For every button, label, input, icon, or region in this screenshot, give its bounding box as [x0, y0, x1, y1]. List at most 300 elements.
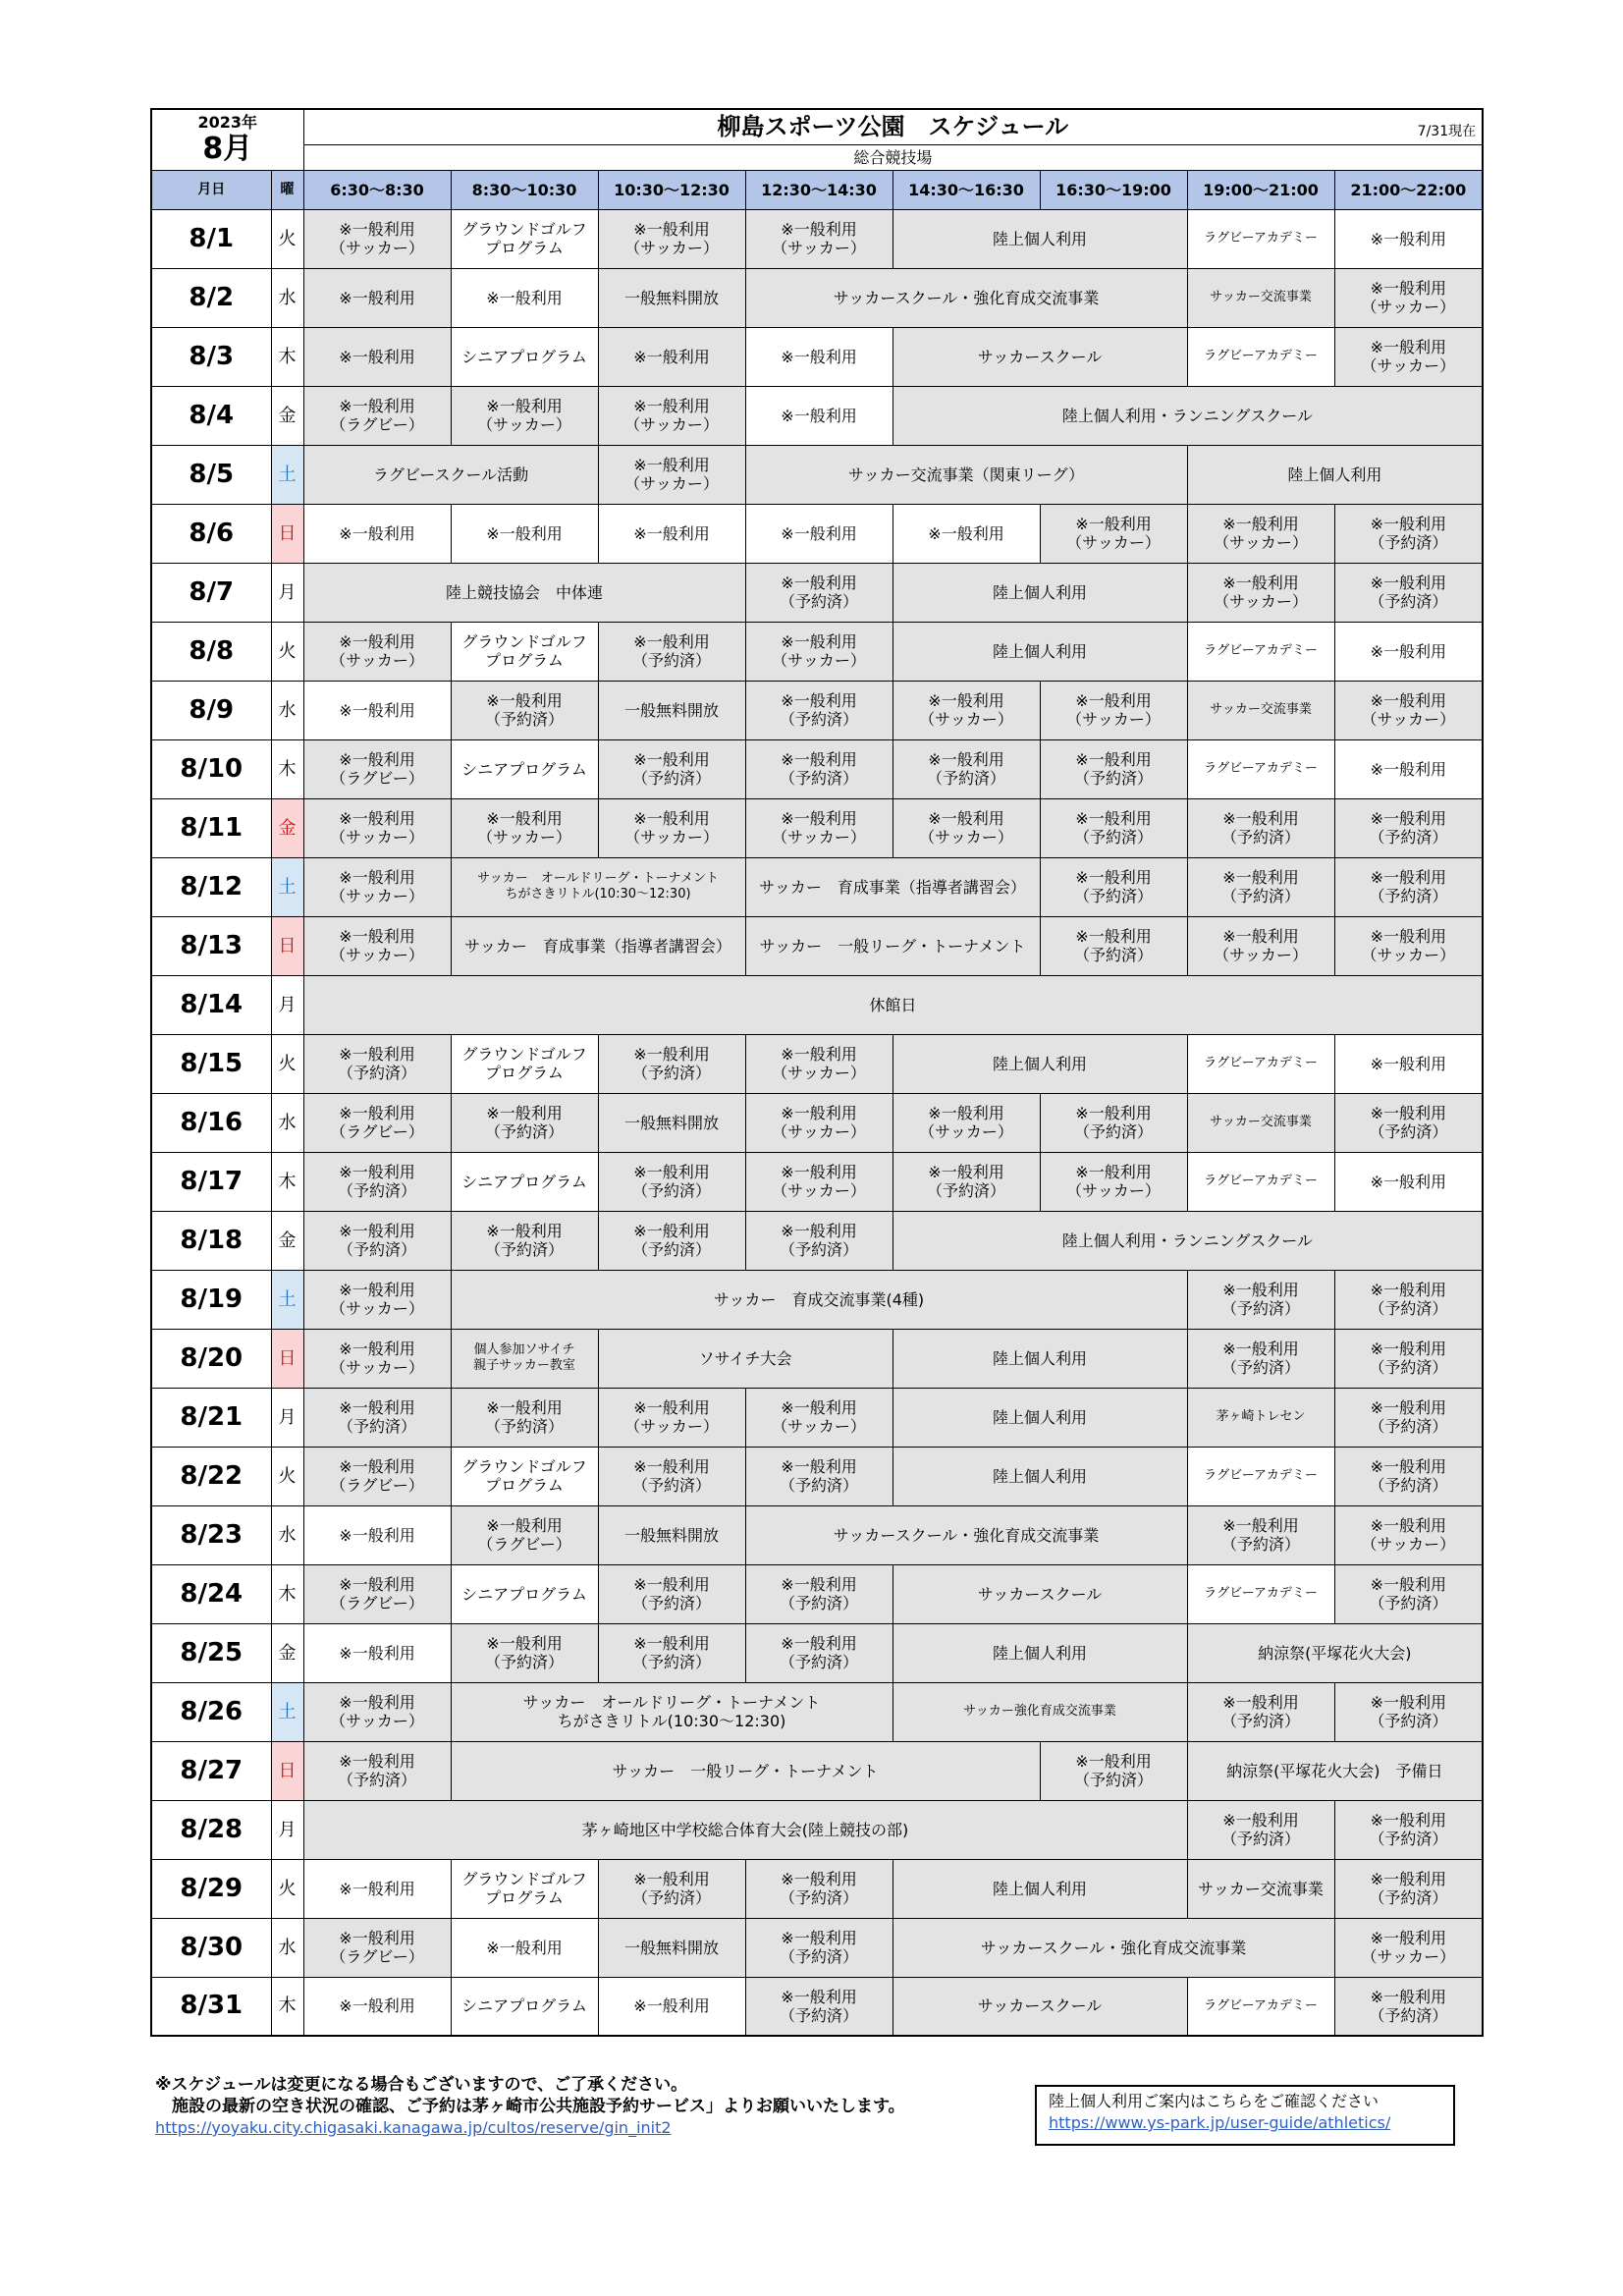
schedule-cell: サッカー交流事業（関東リーグ）: [745, 445, 1187, 504]
day-of-week-cell: 水: [271, 1093, 303, 1152]
schedule-cell: ※一般利用 （予約済）: [1334, 1329, 1483, 1388]
schedule-cell: ※一般利用 （予約済）: [598, 1211, 745, 1270]
schedule-cell: ※一般利用 （サッカー）: [893, 681, 1040, 739]
schedule-cell: ※一般利用 （予約済）: [598, 622, 745, 681]
schedule-cell: ※一般利用: [598, 504, 745, 563]
col-header-time-slot: 12:30〜14:30: [745, 170, 893, 209]
schedule-cell: ※一般利用 （予約済）: [745, 1977, 893, 2036]
schedule-cell: ※一般利用 （予約済）: [893, 1152, 1040, 1211]
table-row: [151, 1034, 1483, 1093]
schedule-cell: ※一般利用: [1334, 1034, 1483, 1093]
schedule-cell: 一般無料開放: [598, 1093, 745, 1152]
schedule-cell: ※一般利用: [303, 1977, 451, 2036]
schedule-cell: ※一般利用 （サッカー）: [745, 1152, 893, 1211]
table-row: [151, 1682, 1483, 1741]
schedule-cell: ※一般利用 （サッカー）: [1040, 681, 1187, 739]
schedule-cell: シニアプログラム: [451, 1564, 598, 1623]
schedule-cell: ※一般利用: [893, 504, 1040, 563]
athletics-info-box: [1035, 2085, 1455, 2146]
schedule-cell: サッカー 一般リーグ・トーナメント: [451, 1741, 1040, 1800]
schedule-cell: ※一般利用: [303, 1505, 451, 1564]
schedule-cell: ※一般利用 （サッカー）: [598, 445, 745, 504]
schedule-cell: ※一般利用 （予約済）: [893, 739, 1040, 798]
schedule-cell: ※一般利用 （予約済）: [1187, 1270, 1334, 1329]
schedule-cell: ※一般利用 （予約済）: [598, 739, 745, 798]
schedule-cell: ※一般利用 （予約済）: [1040, 857, 1187, 916]
schedule-cell: サッカー強化育成交流事業: [893, 1682, 1187, 1741]
table-row: [151, 1977, 1483, 2036]
day-of-week-cell: 木: [271, 1564, 303, 1623]
schedule-cell: ※一般利用 （予約済）: [745, 739, 893, 798]
date-cell: 8/18: [151, 1211, 271, 1270]
schedule-cell: ※一般利用 （予約済）: [303, 1034, 451, 1093]
schedule-cell: ※一般利用 （ラグビー）: [303, 1447, 451, 1505]
schedule-cell: ※一般利用 （予約済）: [1187, 857, 1334, 916]
schedule-cell: ※一般利用 （サッカー）: [303, 1270, 451, 1329]
schedule-cell: ※一般利用 （サッカー）: [1187, 563, 1334, 622]
table-row: [151, 327, 1483, 386]
schedule-cell: ラグビーアカデミー: [1187, 327, 1334, 386]
schedule-cell: ※一般利用 （予約済）: [1187, 1505, 1334, 1564]
schedule-cell: 陸上個人利用: [893, 622, 1187, 681]
date-cell: 8/5: [151, 445, 271, 504]
table-row: [151, 504, 1483, 563]
table-row: [151, 209, 1483, 268]
table-row: [151, 681, 1483, 739]
schedule-cell: サッカー 育成交流事業(4種): [451, 1270, 1187, 1329]
day-of-week-cell: 月: [271, 563, 303, 622]
day-of-week-cell: 火: [271, 1447, 303, 1505]
schedule-cell: サッカースクール・強化育成交流事業: [745, 1505, 1187, 1564]
schedule-cell: 陸上個人利用・ランニングスクール: [893, 1211, 1483, 1270]
schedule-cell: ラグビーアカデミー: [1187, 1447, 1334, 1505]
schedule-cell: ※一般利用 （予約済）: [745, 1859, 893, 1918]
schedule-cell: ※一般利用 （予約済）: [1334, 1388, 1483, 1447]
schedule-cell: ※一般利用 （予約済）: [1334, 563, 1483, 622]
date-cell: 8/27: [151, 1741, 271, 1800]
page-title: [303, 109, 1483, 144]
col-header-time-slot: 21:00〜22:00: [1334, 170, 1483, 209]
schedule-cell: グラウンドゴルフ プログラム: [451, 1447, 598, 1505]
athletics-info-text: 陸上個人利用ご案内はこちらをご確認ください: [1049, 2092, 1380, 2110]
date-cell: 8/13: [151, 916, 271, 975]
schedule-cell: ラグビーアカデミー: [1187, 1152, 1334, 1211]
schedule-cell: ※一般利用 （予約済）: [1334, 1859, 1483, 1918]
date-cell: 8/24: [151, 1564, 271, 1623]
schedule-cell: ※一般利用 （サッカー）: [303, 622, 451, 681]
date-cell: 8/16: [151, 1093, 271, 1152]
schedule-cell: ※一般利用: [745, 386, 893, 445]
schedule-cell: サッカースクール: [893, 327, 1187, 386]
schedule-cell: 茅ヶ崎地区中学校総合体育大会(陸上競技の部): [303, 1800, 1187, 1859]
schedule-cell: ※一般利用 （予約済）: [745, 1447, 893, 1505]
table-row: [151, 1329, 1483, 1388]
schedule-cell: ※一般利用 （サッカー）: [1334, 1505, 1483, 1564]
schedule-cell: ※一般利用 （サッカー）: [893, 798, 1040, 857]
day-of-week-cell: 土: [271, 857, 303, 916]
schedule-cell: ※一般利用 （サッカー）: [598, 1388, 745, 1447]
schedule-cell: ※一般利用 （サッカー）: [1334, 268, 1483, 327]
col-header-date: 月日: [151, 170, 271, 209]
schedule-cell: ※一般利用 （予約済）: [745, 1623, 893, 1682]
col-header-dow: 曜: [271, 170, 303, 209]
schedule-cell: ※一般利用 （予約済）: [745, 1918, 893, 1977]
schedule-cell: ※一般利用 （予約済）: [303, 1211, 451, 1270]
as-of-date: 7/31現在: [1417, 123, 1477, 139]
schedule-cell: シニアプログラム: [451, 327, 598, 386]
schedule-cell: ※一般利用: [451, 268, 598, 327]
table-row: [151, 386, 1483, 445]
schedule-cell: ※一般利用 （サッカー）: [303, 857, 451, 916]
date-cell: 8/31: [151, 1977, 271, 2036]
schedule-cell: ※一般利用 （サッカー）: [598, 209, 745, 268]
schedule-cell: ※一般利用 （予約済）: [1334, 798, 1483, 857]
schedule-cell: ※一般利用 （サッカー）: [893, 1093, 1040, 1152]
table-row: [151, 1152, 1483, 1211]
schedule-cell: ※一般利用: [745, 327, 893, 386]
schedule-cell: 陸上個人利用: [893, 1388, 1187, 1447]
schedule-cell: ※一般利用: [1334, 622, 1483, 681]
day-of-week-cell: 月: [271, 975, 303, 1034]
schedule-cell: ※一般利用 （サッカー）: [1334, 327, 1483, 386]
schedule-cell: ※一般利用 （予約済）: [303, 1388, 451, 1447]
schedule-cell: ※一般利用: [598, 327, 745, 386]
schedule-cell: ※一般利用 （予約済）: [1187, 798, 1334, 857]
schedule-cell: ※一般利用 （サッカー）: [1334, 1918, 1483, 1977]
schedule-cell: グラウンドゴルフ プログラム: [451, 622, 598, 681]
date-cell: 8/25: [151, 1623, 271, 1682]
facility-name: 総合競技場: [303, 144, 1483, 170]
table-row: [151, 1093, 1483, 1152]
schedule-cell: サッカー 一般リーグ・トーナメント: [745, 916, 1040, 975]
reservation-link[interactable]: https://yoyaku.city.chigasaki.kanagawa.jp/cultos/reserve/gin_init2: [155, 2118, 672, 2137]
month-label: 8月: [202, 132, 253, 167]
notes-line-2: 施設の最新の空き状況の確認、ご予約は茅ヶ崎市公共施設予約サービス」よりお願いいたします。: [155, 2097, 905, 2116]
date-cell: 8/30: [151, 1918, 271, 1977]
schedule-cell: ※一般利用 （ラグビー）: [451, 1505, 598, 1564]
schedule-table: [150, 108, 1484, 2037]
date-cell: 8/2: [151, 268, 271, 327]
table-row: [151, 916, 1483, 975]
schedule-cell: サッカー交流事業: [1187, 1859, 1334, 1918]
day-of-week-cell: 木: [271, 1152, 303, 1211]
table-row: [151, 445, 1483, 504]
schedule-cell: 陸上個人利用: [893, 1447, 1187, 1505]
date-cell: 8/28: [151, 1800, 271, 1859]
schedule-cell: 納涼祭(平塚花火大会) 予備日: [1187, 1741, 1483, 1800]
date-cell: 8/6: [151, 504, 271, 563]
schedule-cell: ※一般利用 （予約済）: [1187, 1800, 1334, 1859]
schedule-cell: 陸上個人利用: [893, 1034, 1187, 1093]
schedule-cell: 陸上競技協会 中体連: [303, 563, 745, 622]
schedule-cell: ※一般利用 （サッカー）: [1040, 504, 1187, 563]
date-cell: 8/12: [151, 857, 271, 916]
date-cell: 8/10: [151, 739, 271, 798]
schedule-cell: 陸上個人利用: [893, 1859, 1187, 1918]
schedule-cell: ※一般利用 （サッカー）: [451, 386, 598, 445]
schedule-cell: 納涼祭(平塚花火大会): [1187, 1623, 1483, 1682]
date-cell: 8/29: [151, 1859, 271, 1918]
schedule-cell: ※一般利用 （ラグビー）: [303, 1093, 451, 1152]
col-header-time-slot: 10:30〜12:30: [598, 170, 745, 209]
schedule-cell: ラグビーアカデミー: [1187, 739, 1334, 798]
schedule-cell: ※一般利用 （サッカー）: [745, 798, 893, 857]
date-cell: 8/17: [151, 1152, 271, 1211]
date-cell: 8/8: [151, 622, 271, 681]
schedule-cell: ※一般利用 （ラグビー）: [303, 386, 451, 445]
schedule-cell: ※一般利用 （サッカー）: [745, 622, 893, 681]
schedule-cell: ※一般利用 （ラグビー）: [303, 1918, 451, 1977]
schedule-cell: ※一般利用 （予約済）: [745, 563, 893, 622]
day-of-week-cell: 木: [271, 1977, 303, 2036]
schedule-cell: ※一般利用 （予約済）: [598, 1447, 745, 1505]
schedule-cell: ※一般利用 （予約済）: [1334, 1977, 1483, 2036]
schedule-cell: シニアプログラム: [451, 1152, 598, 1211]
schedule-cell: ※一般利用 （サッカー）: [745, 1388, 893, 1447]
schedule-cell: ※一般利用 （予約済）: [1187, 1682, 1334, 1741]
schedule-cell: ※一般利用 （サッカー）: [1040, 1152, 1187, 1211]
schedule-cell: ※一般利用 （サッカー）: [598, 798, 745, 857]
schedule-cell: ※一般利用: [598, 1977, 745, 2036]
table-row: [151, 739, 1483, 798]
schedule-cell: ※一般利用 （サッカー）: [303, 209, 451, 268]
schedule-cell: ※一般利用 （サッカー）: [1187, 916, 1334, 975]
schedule-cell: ※一般利用 （予約済）: [303, 1152, 451, 1211]
schedule-cell: ※一般利用 （予約済）: [1040, 739, 1187, 798]
schedule-cell: ※一般利用: [1334, 1152, 1483, 1211]
table-row: [151, 622, 1483, 681]
schedule-cell: ※一般利用 （予約済）: [1334, 1800, 1483, 1859]
schedule-cell: ※一般利用: [303, 1859, 451, 1918]
schedule-cell: ※一般利用 （サッカー）: [745, 1093, 893, 1152]
schedule-cell: ※一般利用 （予約済）: [598, 1859, 745, 1918]
table-row: [151, 1623, 1483, 1682]
schedule-cell: ※一般利用: [1334, 739, 1483, 798]
schedule-cell: 一般無料開放: [598, 268, 745, 327]
schedule-cell: グラウンドゴルフ プログラム: [451, 1859, 598, 1918]
schedule-cell: ※一般利用 （予約済）: [745, 681, 893, 739]
table-row: [151, 857, 1483, 916]
day-of-week-cell: 金: [271, 1623, 303, 1682]
schedule-cell: ※一般利用 （予約済）: [451, 681, 598, 739]
day-of-week-cell: 土: [271, 445, 303, 504]
date-cell: 8/3: [151, 327, 271, 386]
year-month-cell: [151, 109, 303, 170]
notes: [155, 2074, 905, 2139]
schedule-cell: ※一般利用 （サッカー）: [303, 1329, 451, 1388]
date-cell: 8/4: [151, 386, 271, 445]
table-row: [151, 1447, 1483, 1505]
schedule-cell: 一般無料開放: [598, 1918, 745, 1977]
schedule-cell: ※一般利用 （予約済）: [1040, 798, 1187, 857]
day-of-week-cell: 火: [271, 1034, 303, 1093]
date-cell: 8/7: [151, 563, 271, 622]
schedule-cell: サッカースクール: [893, 1564, 1187, 1623]
schedule-cell: ※一般利用 （予約済）: [1334, 857, 1483, 916]
day-of-week-cell: 日: [271, 1329, 303, 1388]
col-header-time-slot: 14:30〜16:30: [893, 170, 1040, 209]
date-cell: 8/14: [151, 975, 271, 1034]
schedule-cell: サッカー オールドリーグ・トーナメント ちがさきリトル(10:30〜12:30): [451, 1682, 893, 1741]
schedule-cell: ※一般利用 （予約済）: [1334, 1682, 1483, 1741]
schedule-cell: ※一般利用 （予約済）: [451, 1093, 598, 1152]
schedule-cell: ラグビーアカデミー: [1187, 1977, 1334, 2036]
schedule-cell: ※一般利用 （予約済）: [1334, 1564, 1483, 1623]
schedule-cell: ※一般利用 （サッカー）: [451, 798, 598, 857]
schedule-cell: グラウンドゴルフ プログラム: [451, 209, 598, 268]
schedule-cell: ※一般利用 （サッカー）: [303, 1682, 451, 1741]
schedule-cell: 陸上個人利用: [893, 1623, 1187, 1682]
date-cell: 8/21: [151, 1388, 271, 1447]
schedule-cell: ※一般利用 （予約済）: [1187, 1329, 1334, 1388]
table-row: [151, 563, 1483, 622]
notes-line-1: ※スケジュールは変更になる場合もございますので、ご了承ください。: [155, 2075, 688, 2095]
day-of-week-cell: 金: [271, 798, 303, 857]
date-cell: 8/23: [151, 1505, 271, 1564]
schedule-cell: サッカースクール・強化育成交流事業: [893, 1918, 1334, 1977]
year-label: 2023年: [197, 113, 258, 133]
schedule-cell: ※一般利用 （サッカー）: [1187, 504, 1334, 563]
schedule-cell: ※一般利用 （予約済）: [1040, 1741, 1187, 1800]
day-of-week-cell: 日: [271, 504, 303, 563]
schedule-cell: 個人参加ソサイチ 親子サッカー教室: [451, 1329, 598, 1388]
schedule-cell: グラウンドゴルフ プログラム: [451, 1034, 598, 1093]
schedule-cell: ※一般利用 （予約済）: [451, 1211, 598, 1270]
table-row: [151, 1918, 1483, 1977]
schedule-cell: ※一般利用 （予約済）: [745, 1564, 893, 1623]
schedule-cell: ソサイチ大会: [598, 1329, 893, 1388]
schedule-cell: ※一般利用 （予約済）: [1334, 1093, 1483, 1152]
schedule-cell: サッカー交流事業: [1187, 1093, 1334, 1152]
schedule-cell: ラグビーアカデミー: [1187, 1564, 1334, 1623]
day-of-week-cell: 月: [271, 1800, 303, 1859]
schedule-cell: ラグビーアカデミー: [1187, 622, 1334, 681]
schedule-cell: ※一般利用 （サッカー）: [303, 916, 451, 975]
day-of-week-cell: 水: [271, 268, 303, 327]
day-of-week-cell: 水: [271, 1918, 303, 1977]
day-of-week-cell: 金: [271, 1211, 303, 1270]
schedule-cell: ※一般利用: [303, 504, 451, 563]
table-row: [151, 268, 1483, 327]
date-cell: 8/15: [151, 1034, 271, 1093]
schedule-cell: 一般無料開放: [598, 1505, 745, 1564]
col-header-time-slot: 8:30〜10:30: [451, 170, 598, 209]
date-cell: 8/26: [151, 1682, 271, 1741]
schedule-cell: ※一般利用 （サッカー）: [1334, 916, 1483, 975]
table-row: [151, 1270, 1483, 1329]
day-of-week-cell: 土: [271, 1270, 303, 1329]
schedule-cell: ※一般利用: [303, 1623, 451, 1682]
date-cell: 8/1: [151, 209, 271, 268]
schedule-cell: ※一般利用 （予約済）: [451, 1623, 598, 1682]
day-of-week-cell: 月: [271, 1388, 303, 1447]
title-text: 柳島スポーツ公園 スケジュール: [717, 112, 1069, 140]
schedule-cell: ラグビーアカデミー: [1187, 1034, 1334, 1093]
date-cell: 8/20: [151, 1329, 271, 1388]
table-row: [151, 975, 1483, 1034]
athletics-info-link[interactable]: https://www.ys-park.jp/user-guide/athletics/: [1049, 2113, 1391, 2132]
table-row: [151, 1211, 1483, 1270]
col-header-time-slot: 19:00〜21:00: [1187, 170, 1334, 209]
schedule-cell: 陸上個人利用: [893, 1329, 1187, 1388]
schedule-cell: ※一般利用: [303, 268, 451, 327]
day-of-week-cell: 水: [271, 681, 303, 739]
table-row: [151, 1859, 1483, 1918]
schedule-cell: ※一般利用 （ラグビー）: [303, 739, 451, 798]
schedule-cell: ※一般利用 （予約済）: [1334, 1270, 1483, 1329]
schedule-cell: ※一般利用 （サッカー）: [745, 1034, 893, 1093]
schedule-cell: ※一般利用: [451, 1918, 598, 1977]
schedule-cell: 陸上個人利用・ランニングスクール: [893, 386, 1483, 445]
day-of-week-cell: 木: [271, 327, 303, 386]
schedule-cell: サッカー交流事業: [1187, 681, 1334, 739]
schedule-cell: ※一般利用 （予約済）: [598, 1034, 745, 1093]
table-row: [151, 1800, 1483, 1859]
schedule-cell: ※一般利用 （サッカー）: [745, 209, 893, 268]
schedule-cell: 茅ヶ崎トレセン: [1187, 1388, 1334, 1447]
table-row: [151, 1741, 1483, 1800]
schedule-cell: ※一般利用 （予約済）: [598, 1152, 745, 1211]
day-of-week-cell: 火: [271, 1859, 303, 1918]
schedule-cell: サッカースクール・強化育成交流事業: [745, 268, 1187, 327]
day-of-week-cell: 日: [271, 1741, 303, 1800]
schedule-cell: ※一般利用 （予約済）: [598, 1623, 745, 1682]
schedule-cell: ※一般利用 （予約済）: [1040, 1093, 1187, 1152]
schedule-cell: ※一般利用 （予約済）: [1040, 916, 1187, 975]
schedule-cell: ラグビースクール活動: [303, 445, 598, 504]
col-header-time-slot: 6:30〜8:30: [303, 170, 451, 209]
schedule-cell: ※一般利用 （予約済）: [451, 1388, 598, 1447]
table-row: [151, 1505, 1483, 1564]
schedule-cell: サッカースクール: [893, 1977, 1187, 2036]
date-cell: 8/22: [151, 1447, 271, 1505]
schedule-cell: 休館日: [303, 975, 1483, 1034]
schedule-cell: ※一般利用 （サッカー）: [1334, 681, 1483, 739]
date-cell: 8/19: [151, 1270, 271, 1329]
schedule-cell: サッカー 育成事業（指導者講習会）: [745, 857, 1040, 916]
date-cell: 8/11: [151, 798, 271, 857]
schedule-cell: サッカー 育成事業（指導者講習会）: [451, 916, 745, 975]
table-row: [151, 1388, 1483, 1447]
day-of-week-cell: 日: [271, 916, 303, 975]
schedule-cell: シニアプログラム: [451, 739, 598, 798]
schedule-cell: サッカー オールドリーグ・トーナメント ちがさきリトル(10:30〜12:30): [451, 857, 745, 916]
schedule-cell: ラグビーアカデミー: [1187, 209, 1334, 268]
day-of-week-cell: 金: [271, 386, 303, 445]
table-row: [151, 798, 1483, 857]
table-row: [151, 1564, 1483, 1623]
schedule-cell: サッカー交流事業: [1187, 268, 1334, 327]
schedule-cell: ※一般利用: [451, 504, 598, 563]
schedule-cell: ※一般利用 （予約済）: [598, 1564, 745, 1623]
schedule-cell: ※一般利用 （予約済）: [745, 1211, 893, 1270]
schedule-cell: ※一般利用: [745, 504, 893, 563]
day-of-week-cell: 火: [271, 622, 303, 681]
schedule-cell: 一般無料開放: [598, 681, 745, 739]
schedule-cell: 陸上個人利用: [893, 209, 1187, 268]
col-header-time-slot: 16:30〜19:00: [1040, 170, 1187, 209]
schedule-cell: 陸上個人利用: [1187, 445, 1483, 504]
schedule-cell: ※一般利用: [303, 327, 451, 386]
schedule-cell: ※一般利用 （サッカー）: [303, 798, 451, 857]
schedule-cell: シニアプログラム: [451, 1977, 598, 2036]
schedule-cell: ※一般利用: [303, 681, 451, 739]
schedule-cell: ※一般利用 （ラグビー）: [303, 1564, 451, 1623]
day-of-week-cell: 木: [271, 739, 303, 798]
schedule-cell: ※一般利用: [1334, 209, 1483, 268]
day-of-week-cell: 火: [271, 209, 303, 268]
schedule-cell: ※一般利用 （予約済）: [1334, 504, 1483, 563]
